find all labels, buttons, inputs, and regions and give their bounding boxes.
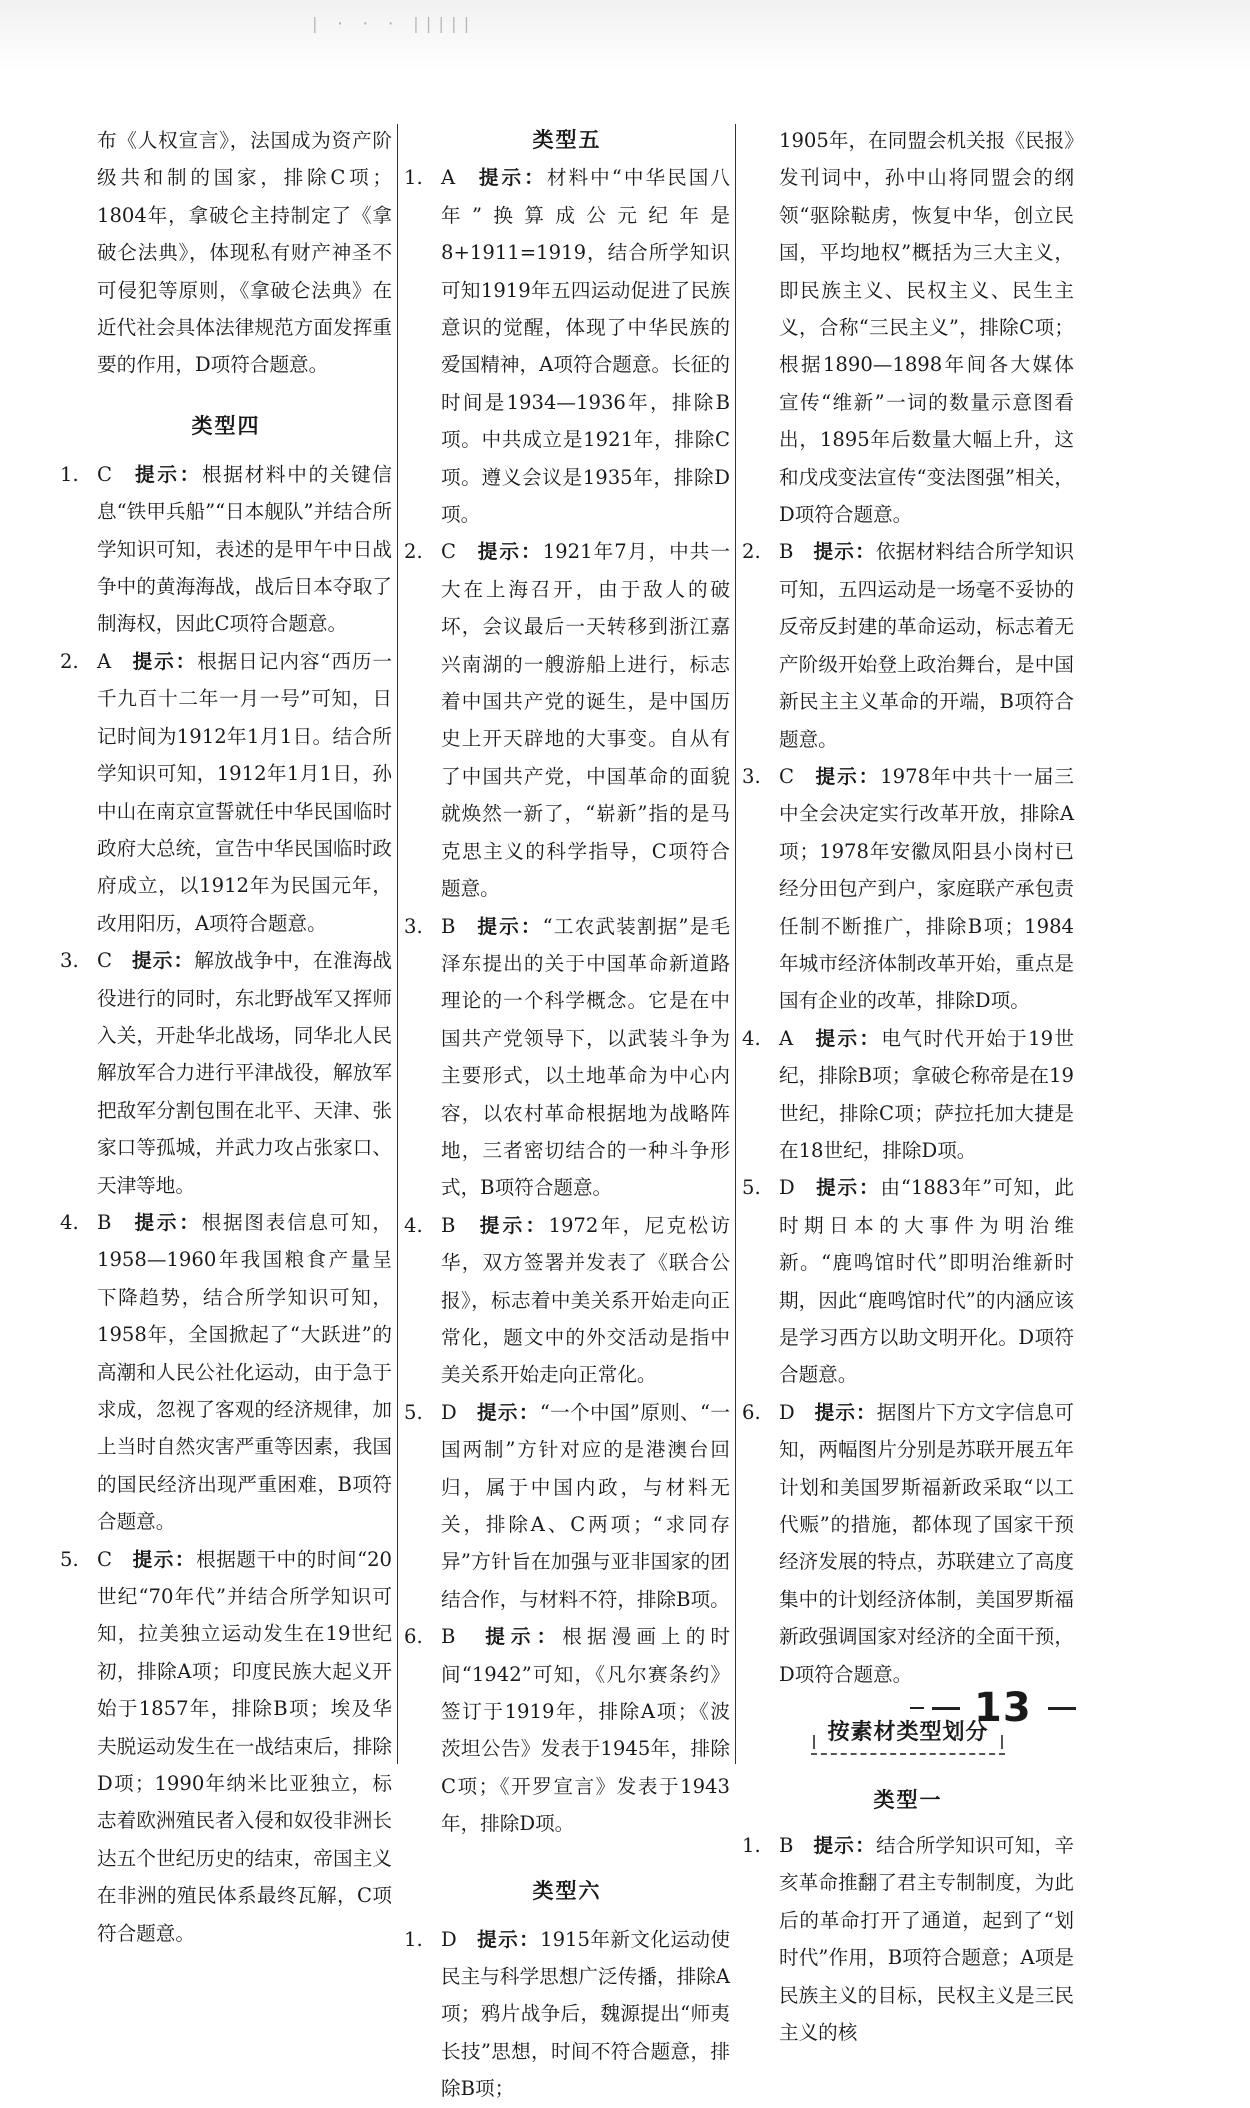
answer-letter: D (779, 1176, 795, 1200)
answer-item (60, 456, 392, 643)
hint-label: 提示： (479, 1213, 549, 1237)
hint-label: 提示： (134, 1210, 202, 1234)
hint-label: 提示： (485, 1625, 563, 1649)
type5-list (404, 159, 730, 1842)
answer-item (742, 533, 1074, 757)
answer-item (404, 908, 730, 1207)
item-number: 3. (404, 914, 423, 938)
item-number: 2. (742, 540, 761, 564)
answer-item (404, 1618, 730, 1842)
page-number (910, 1683, 1110, 1733)
answer-letter: A (441, 166, 456, 190)
hint-label: 提示： (814, 1400, 877, 1424)
item-number: 3. (60, 949, 79, 973)
item-number: 4. (60, 1210, 79, 1234)
page-top-shadow (0, 0, 1250, 70)
hint-label: 提示： (813, 1834, 876, 1858)
answer-letter: B (441, 1625, 456, 1649)
answer-letter: B (97, 1210, 112, 1234)
section-title-type5: 类型五 (532, 128, 602, 152)
hint-text: 根据漫画上的时间“1942”可知，《凡尔赛条约》签订于1919年，排除A项；《波茨坦公告》发表于1945年，排除C项；《开罗宣言》发表于1943年，排除D项。 (441, 1625, 731, 1836)
answer-letter: C (97, 949, 112, 973)
item-number: 4. (404, 1213, 423, 1237)
hint-text: 材料中“中华民国八年”换算成公元纪年是8+1911=1919，结合所学知识可知1919年五四运动促进了民族意识的觉醒，体现了中华民族的爱国精神，A项符合题意。长征的时间是1934—1936年，排除B项。中共成立是1921年，排除C项。遵义会议是1935年，排除D项。 (441, 166, 731, 527)
answer-item (404, 533, 730, 907)
hint-text: 由“1883年”可知，此时期日本的大事件为明治维新。“鹿鸣馆时代”即明治维新时期，因此“鹿鸣馆时代”的内涵应该是学习西方以助文明开化。D项符合题意。 (779, 1176, 1075, 1387)
hint-label: 提示： (816, 1176, 881, 1200)
answer-item (742, 1827, 1074, 2051)
item-number: 5. (742, 1176, 761, 1200)
hint-text: 依据材料结合所学知识可知，五四运动是一场毫不妥协的反帝反封建的革命运动，标志着无产阶级开始登上政治舞台，是中国新民主主义革命的开端，B项符合题意。 (779, 540, 1074, 751)
answer-item (404, 159, 730, 533)
hint-label: 提示： (815, 764, 881, 788)
section-title-type1: 类型一 (873, 1788, 943, 1813)
type6-list (404, 1921, 730, 2108)
hint-label: 提示： (132, 1547, 197, 1571)
answer-item (404, 1921, 730, 2108)
answer-letter: C (97, 1547, 112, 1571)
answer-letter: D (779, 1400, 795, 1424)
type4-list (60, 456, 392, 1952)
type1-list (742, 1827, 1074, 2051)
hint-text: 据图片下方文字信息可知，两幅图片分别是苏联开展五年计划和美国罗斯福新政采取“以工代赈”的措施，都体现了国家干预经济发展的特点，苏联建立了高度集中的计划经济体制，美国罗斯福新政强调国家对经济的全面干预，D项符合题意。 (779, 1400, 1074, 1686)
column-right (742, 122, 1074, 2052)
answer-letter: D (441, 1400, 457, 1424)
hint-label: 提示： (132, 649, 198, 673)
answer-item (60, 1541, 392, 1952)
hint-label: 提示： (478, 166, 547, 190)
column-divider-left (397, 124, 398, 1764)
item-number: 2. (404, 540, 423, 564)
continued-text-col3: 1905年，在同盟会机关报《民报》发刊词中，孙中山将同盟会的纲领“驱除鞑虏，恢复中华，创立民国，平均地权”概括为三大主义，即民族主义、民权主义、民生主义，合称“三民主义”，排除C项；根据1890—1898年间各大媒体宣传“维新”一词的数量示意图看出，1895年后数量大幅上升，这和戊戌变法宣传“变法图强”相关，D项符合题意。 (779, 129, 1074, 527)
answer-item (404, 1207, 730, 1394)
hint-label: 提示： (813, 540, 876, 564)
column-divider-right (735, 124, 736, 1764)
answer-item (60, 1204, 392, 1541)
answer-letter: D (441, 1927, 457, 1951)
page-number-dash-left (932, 1707, 960, 1710)
hint-label: 提示： (135, 462, 202, 486)
answer-item (742, 1394, 1074, 1693)
type6-continued-list (742, 533, 1074, 1693)
answer-letter: C (441, 540, 456, 564)
answer-letter: A (779, 1026, 794, 1050)
answer-letter: A (97, 649, 112, 673)
item-number: 2. (60, 649, 79, 673)
item-number: 4. (742, 1026, 761, 1050)
item-number: 3. (742, 764, 761, 788)
hint-text: 1972年，尼克松访华，双方签署并发表了《联合公报》，标志着中美关系开始走向正常化，题文中的外交活动是指中美关系开始走向正常化。 (441, 1213, 730, 1387)
hint-text: “工农武装割据”是毛泽东提出的关于中国革命新道路理论的一个科学概念。它是在中国共产党领导下，以武装斗争为主要形式，以土地革命为中心内容，以农村革命根据地为战略阵地，三者密切结合的一种斗争形式，B项符合题意。 (441, 914, 731, 1200)
answer-letter: B (779, 540, 794, 564)
continued-text-col1: 布《人权宣言》，法国成为资产阶级共和制的国家，排除C项；1804年，拿破仑主持制定了《拿破仑法典》，体现私有财产神圣不可侵犯等原则，《拿破仑法典》在近代社会具体法律规范方面发挥重要的作用，D项符合题意。 (97, 129, 392, 377)
item-number: 6. (742, 1400, 761, 1424)
hint-text: 结合所学知识可知，辛亥革命推翻了君主专制制度，为此后的革命打开了通道，起到了“划时代”作用，B项符合题意；A项是民族主义的目标，民权主义是三民主义的核 (779, 1834, 1074, 2045)
hint-label: 提示： (477, 1400, 540, 1424)
item-number: 1. (404, 166, 423, 190)
column-middle (404, 122, 730, 2108)
answer-item (404, 1394, 730, 1618)
item-number: 1. (742, 1834, 761, 1858)
section-title-type6: 类型六 (532, 1878, 602, 1903)
item-number: 5. (404, 1400, 423, 1424)
item-number: 1. (404, 1927, 423, 1951)
hint-label: 提示： (477, 914, 543, 938)
section-title-type4: 类型四 (191, 413, 261, 438)
answer-letter: C (779, 764, 794, 788)
item-number: 5. (60, 1547, 79, 1571)
hint-text: 根据题干中的时间“20世纪“70年代”并结合所学知识可知，拉美独立运动发生在19世纪初，排除A项；印度民族大起义开始于1857年，排除B项；埃及华夫脱运动发生在一战结束后，排除D项；1990年纳米比亚独立，标志着欧洲殖民者入侵和奴役非洲长达五个世纪历史的结束，帝国主义在非洲的殖民体系最终瓦解，C项符合题意。 (97, 1547, 393, 1945)
item-number: 6. (404, 1625, 423, 1649)
hint-text: 根据材料中的关键信息“铁甲兵船”“日本舰队”并结合所学知识可知，表述的是甲午中日战争中的黄海海战，战后日本夺取了制海权，因此C项符合题意。 (97, 462, 393, 636)
hint-label: 提示： (131, 949, 195, 973)
item-number: 1. (60, 462, 79, 486)
answer-item (742, 758, 1074, 1020)
hint-text: 解放战争中，在淮海战役进行的同时，东北野战军又挥师入关，开赴华北战场，同华北人民解放军合力进行平津战役，解放军把敌军分割包围在北平、天津、张家口等孤城，并武力攻占张家口、天津等地。 (97, 949, 393, 1197)
hint-text: 1915年新文化运动使民主与科学思想广泛传播，排除A项；鸦片战争后，魏源提出“师夷长技”思想，时间不符合题意，排除B项； (441, 1927, 730, 2101)
hint-label: 提示： (815, 1026, 882, 1050)
header-marks: | · · · ||||| (310, 14, 475, 33)
section-banner: 按素材类型划分 (811, 1713, 1004, 1755)
answer-letter: B (441, 914, 456, 938)
hint-text: 根据图表信息可知，1958—1960年我国粮食产量呈下降趋势，结合所学知识可知，1958年，全国掀起了“大跃进”的高潮和人民公社化运动，由于急于求成，忽视了客观的经济规律，加上当时自然灾害严重等因素，我国的国民经济出现严重困难，B项符合题意。 (97, 1210, 393, 1534)
hint-text: 根据日记内容“西历一千九百十二年一月一号”可知，日记时间为1912年1月1日。结合所学知识可知，1912年1月1日，孙中山在南京宣誓就任中华民国临时政府大总统，宣告中华民国临时政府成立，以1912年为民国元年，改用阳历，A项符合题意。 (97, 649, 392, 935)
hint-label: 提示： (477, 540, 543, 564)
answer-item (742, 1169, 1074, 1393)
hint-label: 提示： (477, 1927, 541, 1951)
answer-item (60, 643, 392, 942)
answer-letter: B (779, 1834, 794, 1858)
answer-item (60, 942, 392, 1204)
column-left (60, 122, 392, 1952)
answer-letter: C (97, 462, 112, 486)
hint-text: “一个中国”原则、“一国两制”方针对应的是港澳台回归，属于中国内政，与材料无关，排除A、C两项；“求同存异”方针旨在加强与亚非国家的团结合作，与材料不符，排除B项。 (441, 1400, 731, 1611)
page-number-value: 13 (974, 1685, 1032, 1731)
hint-text: 1978年中共十一届三中全会决定实行改革开放，排除A项；1978年安徽凤阳县小岗村已经分田包产到户，家庭联产承包责任制不断推广，排除B项；1984年城市经济体制改革开始，重点是国有企业的改革，排除D项。 (779, 764, 1075, 1013)
hint-text: 1921年7月，中共一大在上海召开，由于敌人的破坏，会议最后一天转移到浙江嘉兴南湖的一艘游船上进行，标志着中国共产党的诞生，是中国历史上开天辟地的大事变。自从有了中国共产党，中国革命的面貌就焕然一新了，“崭新”指的是马克思主义的科学指导，C项符合题意。 (441, 540, 730, 901)
page-number-dash-right (1048, 1707, 1076, 1710)
page-number-dash-small (910, 1707, 924, 1709)
answer-item (742, 1020, 1074, 1170)
answer-letter: B (441, 1213, 456, 1237)
hint-text: 电气时代开始于19世纪，排除B项；拿破仑称帝是在19世纪，排除C项；萨拉托加大捷是在18世纪，排除D项。 (779, 1026, 1075, 1162)
